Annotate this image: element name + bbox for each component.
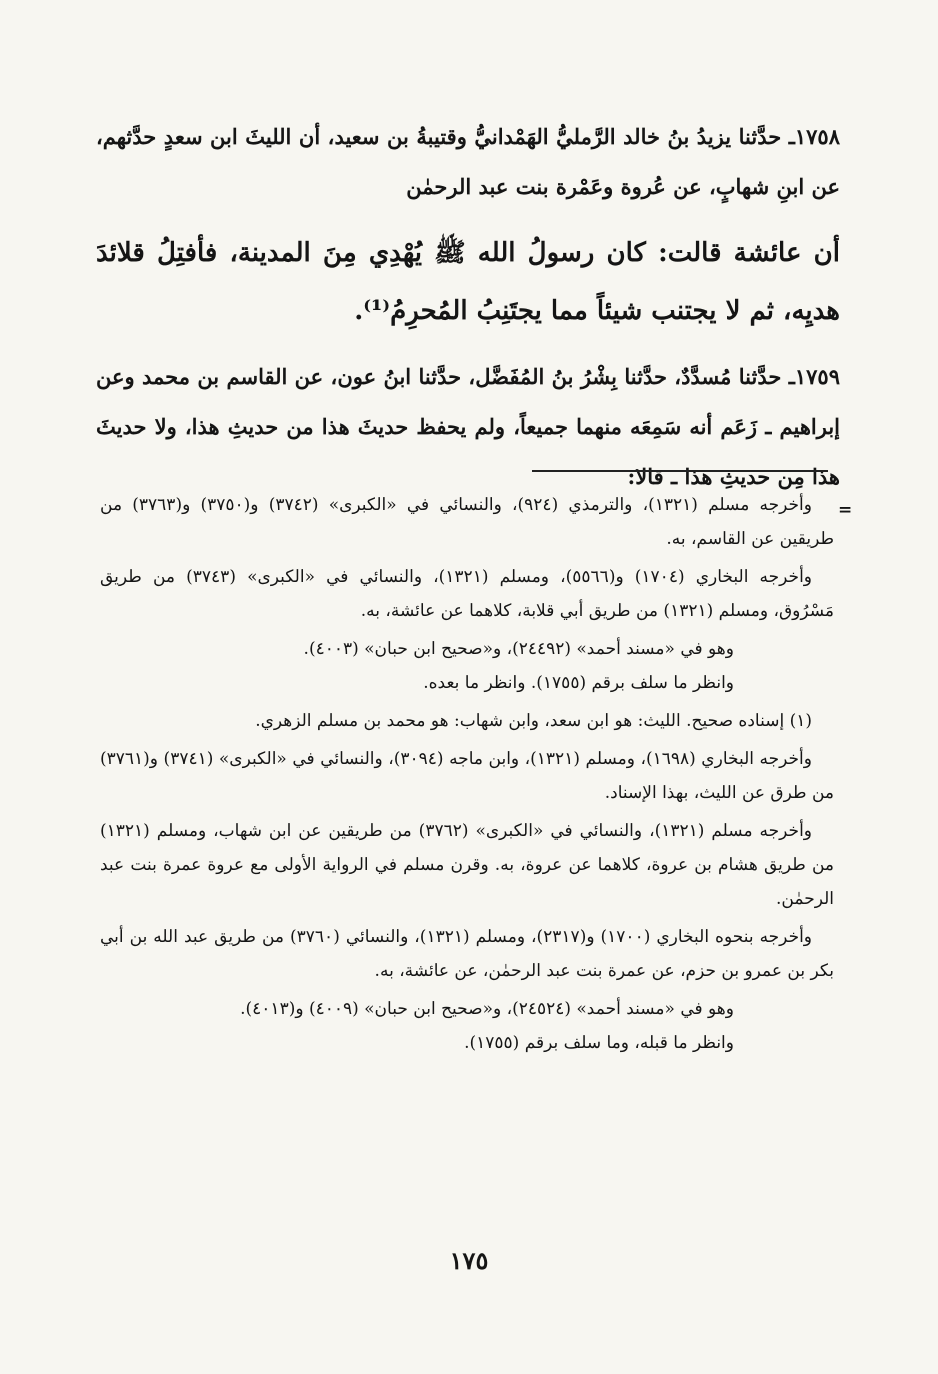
footnote-line: وأخرجه بنحوه البخاري (١٧٠٠) و(٢٣١٧)، ومسلم (١٣٢١)، والنسائي (٣٧٦٠) من طريق عبد الله بن أبي بكر بن عمرو بن حزم، عن عمرة بنت عبد الرحمٰن، عن عائشة، به. — [100, 927, 834, 981]
footnote-line: وانظر ما قبله، وما سلف برقم (١٧٥٥). — [464, 1033, 734, 1053]
hadith-1758-text: أن عائشة قالت: كان رسولُ الله ﷺ يُهْدِي مِنَ المدينة، فأفتِلُ قلائدَ هديِه، ثم لا يجتنب شيئاً مما يجتَنِبُ المُحرِمُ⁽¹⁾. — [96, 238, 840, 326]
page-number: ١٧٥ — [449, 1246, 489, 1275]
footnote-line: وأخرجه مسلم (١٣٢١)، والترمذي (٩٢٤)، والنسائي في «الكبرى» (٣٧٤٢) و(٣٧٥٠) و(٣٧٦٣) من طريقين عن القاسم، به. — [100, 495, 834, 549]
continuation-mark: = — [838, 500, 853, 520]
footnote-line: وهو في «مسند أحمد» (٢٤٥٢٤)، و«صحيح ابن حبان» (٤٠٠٩) و(٤٠١٣). — [240, 999, 734, 1019]
footnotes — [100, 488, 834, 1060]
hadith-1758-chain: ١٧٥٨ـ حدَّثنا يزيدُ بنُ خالد الرَّمليُّ الهَمْدانيُّ وقتيبةُ بن سعيد، أن الليثَ ابن سعدٍ حدَّثهم، عن ابنِ شهابٍ، عن عُروة وعَمْرة بنت عبد الرحمٰن — [96, 124, 840, 199]
footnote-divider — [532, 470, 828, 472]
footnote-line: وأخرجه البخاري (١٧٠٤) و(٥٥٦٦)، ومسلم (١٣٢١)، والنسائي في «الكبرى» (٣٧٤٣) من طريق مَسْرُوق، ومسلم (١٣٢١) من طريق أبي قلابة، كلاهما عن عائشة، به. — [100, 567, 834, 621]
footnote-line: وأخرجه مسلم (١٣٢١)، والنسائي في «الكبرى» (٣٧٦٢) من طريقين عن ابن شهاب، ومسلم (١٣٢١) من طريق هشام بن عروة، كلاهما عن عروة، به. وقرن مسلم في الرواية الأولى مع عروة عمرة بنت عبد الرحمٰن. — [100, 821, 834, 909]
footnote-1: (١) إسناده صحيح. الليث: هو ابن سعد، وابن شهاب: هو محمد بن مسلم الزهري. — [255, 711, 812, 731]
footnote-line: وهو في «مسند أحمد» (٢٤٤٩٢)، و«صحيح ابن حبان» (٤٠٠٣). — [303, 639, 734, 659]
footnote-line: وأخرجه البخاري (١٦٩٨)، ومسلم (١٣٢١)، وابن ماجه (٣٠٩٤)، والنسائي في «الكبرى» (٣٧٤١) و(٣٧٦١) من طرق عن الليث، بهذا الإسناد. — [100, 749, 834, 803]
footnote-line: وانظر ما سلف برقم (١٧٥٥). وانظر ما بعده. — [423, 673, 734, 693]
main-text — [96, 112, 840, 502]
hadith-1759-chain: ١٧٥٩ـ حدَّثنا مُسدَّدٌ، حدَّثنا بِشْرُ بنُ المُفَضَّل، حدَّثنا ابنُ عون، عن القاسم بن محمد وعن إبراهيم ـ زَعَم أنه سَمِعَه منهما جميعاً، ولم يحفظ حديثَ هذا من حديثِ هذا، ولا حديثَ هذا مِن حديثِ هذا ـ قالا: — [96, 364, 840, 489]
